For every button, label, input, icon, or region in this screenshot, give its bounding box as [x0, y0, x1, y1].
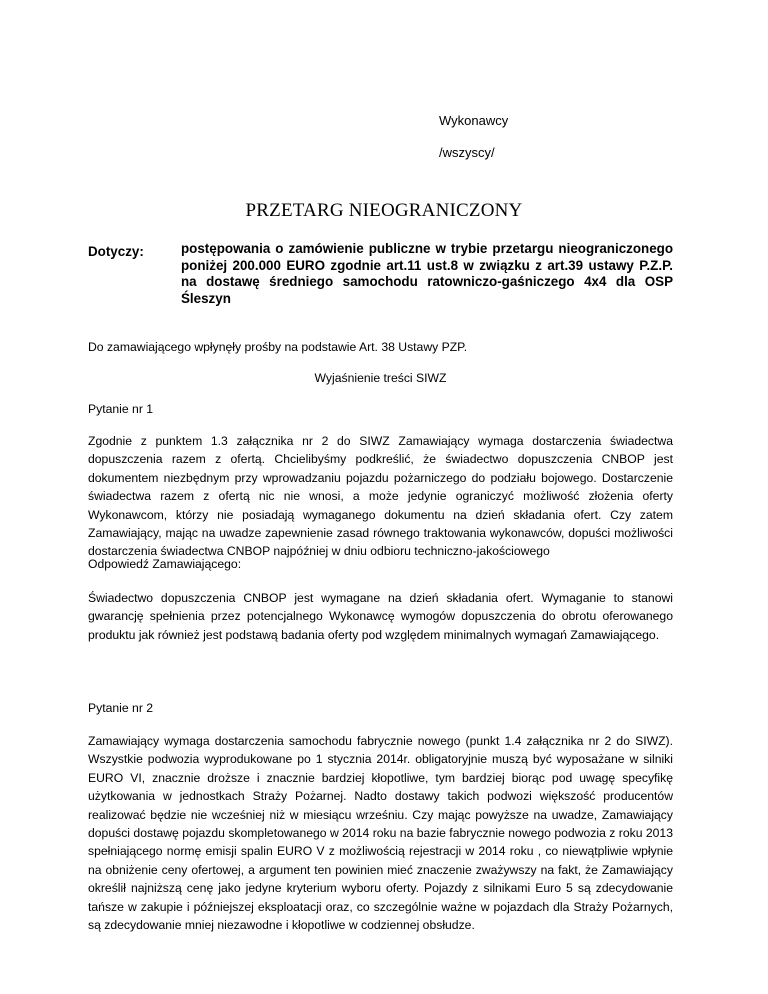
subject-text: postępowania o zamówienie publiczne w trybie przetargu nieograniczonego poniżej 200.000 EURO zgodnie art.11 ust.8 w związku z art.39 ustawy P.Z.P. na dostawę średniego samochodu ratowniczo-gaśniczego 4x4 dla OSP Śleszyn	[181, 241, 673, 306]
question-2-text: Zamawiający wymaga dostarczenia samochodu fabrycznie nowego (punkt 1.4 załącznika nr 2 do SIWZ). Wszystkie podwozia wyprodukowane po 1 stycznia 2014r. obligatoryjnie muszą być wyposażane w silniki EURO VI, znacznie droższe i znacznie bardziej kłopotliwe, tym bardziej biorąc pod uwagę specyfikę użytkowania w jednostkach Straży Pożarnej. Nadto dostawy takich podwozi większość producentów realizować będzie nie wcześniej niż w miesiącu wrześniu. Czy mając powyższe na uwadze, Zamawiający dopuści dostawę pojazdu skompletowanego w 2014 roku na bazie fabrycznie nowego podwozia z roku 2013 spełniającego normę emisji spalin EURO V z możliwością rejestracji w 2014 roku , co niewątpliwie wpłynie na obniżenie ceny ofertowej, a argument ten powinien mieć znaczenie zważywszy na fakt, że Zamawiający określił najniższą cenę jako jedyne kryterium wyboru oferty. Pojazdy z silnikami Euro 5 są zdecydowanie tańsze w zakupie i późniejszej eksploatacji oraz, co szczególnie ważne w pojazdach dla Straży Pożarnych, są zdecydowanie mniej niezawodne i kłopotliwe w codziennej obsłudze.	[88, 734, 673, 933]
recipient: Wykonawcy	[439, 113, 509, 128]
question-2-heading: Pytanie nr 2	[88, 701, 154, 715]
recipient-sub: /wszyscy/	[439, 145, 495, 160]
section-heading: Wyjaśnienie treści SIWZ	[314, 371, 447, 385]
question-1-text: Zgodnie z punktem 1.3 załącznika nr 2 do SIWZ Zamawiający wymaga dostarczenia świadectwa dopuszczenia razem z ofertą. Chcielibyśmy podkreślić, że świadectwo dopuszczenia CNBOP jest dokumentem niezbędnym przy wprowadzaniu pojazdu pożarniczego do podziału bojowego. Dostarczenie świadectwa razem z ofertą nic nie wnosi, a może jedynie ograniczyć możliwość złożenia oferty Wykonawcom, którzy nie posiadają wymaganego dokumentu na dzień składania ofert. Czy zatem Zamawiający, mając na uwadze zapewnienie zasad równego traktowania wykonawców, dopuści możliwości dostarczenia świadectwa CNBOP najpóźniej w dniu odbioru techniczno-jakościowego	[88, 434, 673, 559]
intro-text: Do zamawiającego wpłynęły prośby na podstawie Art. 38 Ustawy PZP.	[88, 340, 468, 354]
subject-label: Dotyczy:	[88, 244, 144, 259]
answer-1-text: Świadectwo dopuszczenia CNBOP jest wymagane na dzień składania ofert. Wymaganie to stanowi gwarancję spełnienia przez potencjalnego Wykonawcę wymogów dopuszczenia do obrotu oferowanego produktu jak również jest podstawą badania oferty pod względem minimalnych wymagań Zamawiającego.	[88, 591, 673, 642]
question-1-heading: Pytanie nr 1	[88, 402, 154, 416]
document-title: PRZETARG NIEOGRANICZONY	[245, 200, 523, 221]
answer-1-heading: Odpowiedź Zamawiającego:	[88, 557, 242, 571]
